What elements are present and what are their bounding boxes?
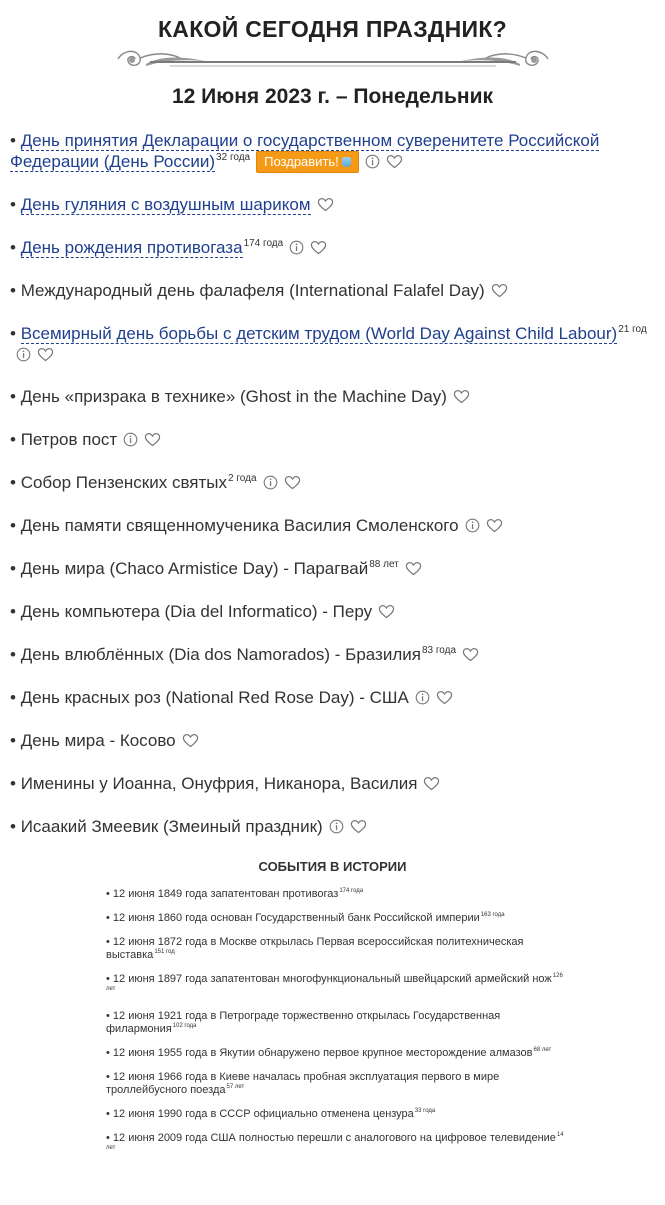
info-icon[interactable]	[123, 432, 138, 447]
bullet: •	[106, 912, 113, 924]
info-icon[interactable]	[415, 690, 430, 705]
bullet: •	[106, 1071, 113, 1083]
bullet: •	[10, 516, 21, 535]
info-icon[interactable]	[16, 347, 31, 362]
history-event-age: 57 лет	[226, 1084, 245, 1090]
bullet: •	[10, 131, 21, 150]
history-event-item	[106, 973, 566, 999]
bullet: •	[106, 1108, 113, 1120]
history-event-item	[106, 912, 566, 925]
holiday-name: День компьютера (Dia del Informatico) - Перу	[20, 602, 373, 621]
holiday-age: 21 год	[618, 324, 647, 335]
holiday-link[interactable]: Всемирный день борьбы с детским трудом (World Day Against Child Labour)	[20, 324, 618, 343]
heart-icon[interactable]	[182, 733, 199, 748]
bullet: •	[106, 973, 113, 985]
info-icon[interactable]	[365, 154, 380, 169]
heart-icon[interactable]	[491, 283, 508, 298]
bullet: •	[10, 688, 21, 707]
holiday-item	[10, 323, 655, 365]
heart-icon[interactable]	[284, 475, 301, 490]
bullet: •	[10, 281, 21, 300]
history-event-item	[106, 1071, 566, 1097]
history-event-text: 12 июня 1872 года в Москве открылась Первая всероссийская политехническая выставка	[106, 936, 524, 961]
holiday-item	[10, 687, 655, 708]
bullet: •	[106, 1010, 113, 1022]
bullet: •	[10, 238, 21, 257]
holiday-name: Собор Пензенских святых	[20, 473, 228, 492]
history-event-item	[106, 936, 566, 962]
info-icon[interactable]	[263, 475, 278, 490]
history-event-age: 151 год	[154, 949, 175, 955]
history-event-item	[106, 1047, 566, 1060]
page-title: КАКОЙ СЕГОДНЯ ПРАЗДНИК?	[157, 16, 508, 42]
history-event-age: 174 года	[339, 888, 364, 894]
holiday-name: День «призрака в технике» (Ghost in the Machine Day)	[20, 387, 447, 406]
history-events	[10, 859, 655, 1158]
history-event-text: 12 июня 1966 года в Киеве началась пробная эксплуатация первого в мире троллейбусного поезда	[106, 1071, 500, 1096]
holiday-name: День памяти священномученика Василия Смоленского	[20, 516, 459, 535]
heart-icon[interactable]	[386, 154, 403, 169]
holiday-item	[10, 558, 655, 579]
history-events-title: СОБЫТИЯ В ИСТОРИИ	[258, 859, 407, 874]
gift-icon	[342, 157, 351, 167]
holiday-name: Международный день фалафеля (International Falafel Day)	[20, 281, 485, 300]
heart-icon[interactable]	[453, 389, 470, 404]
history-event-age: 126 лет	[106, 973, 563, 992]
history-event-text: 12 июня 1849 года запатентован противогаз	[112, 888, 339, 900]
holiday-item	[10, 280, 655, 301]
bullet: •	[10, 324, 21, 343]
history-event-age: 102 года	[172, 1023, 197, 1029]
bullet: •	[10, 602, 21, 621]
holiday-name: День красных роз (National Red Rose Day) - США	[20, 688, 409, 707]
holiday-name: Именины у Иоанна, Онуфрия, Никанора, Василия	[20, 774, 418, 793]
history-event-item	[106, 1132, 566, 1158]
holiday-age: 88 лет	[369, 559, 399, 570]
history-event-age: 14 лет	[106, 1132, 564, 1151]
history-event-age: 163 года	[480, 912, 505, 918]
bullet: •	[10, 387, 21, 406]
holiday-age: 2 года	[228, 473, 257, 484]
holiday-item	[10, 130, 655, 173]
current-date: 12 Июня 2023 г. – Понедельник	[171, 85, 494, 108]
bullet: •	[10, 817, 21, 836]
history-event-age: 33 года	[414, 1108, 436, 1114]
holiday-link[interactable]: День гуляния с воздушным шариком	[20, 195, 311, 214]
holiday-item	[10, 386, 655, 407]
heart-icon[interactable]	[486, 518, 503, 533]
holiday-item	[10, 773, 655, 794]
holiday-name: Петров пост	[20, 430, 118, 449]
history-event-text: 12 июня 2009 года США полностью перешли с аналогового на цифровое телевидение	[112, 1132, 556, 1144]
holiday-item	[10, 730, 655, 751]
history-event-item	[106, 888, 566, 901]
holiday-link[interactable]: День принятия Декларации о государственном суверенитете Российской Федерации (День России)	[10, 131, 600, 171]
holiday-age: 83 года	[421, 645, 457, 656]
holiday-item	[10, 237, 655, 258]
history-event-text: 12 июня 1897 года запатентован многофункциональный швейцарский армейский нож	[112, 973, 552, 985]
heart-icon[interactable]	[405, 561, 422, 576]
bullet: •	[10, 731, 21, 750]
bullet: •	[10, 645, 21, 664]
ornament-divider	[110, 44, 556, 74]
heart-icon[interactable]	[436, 690, 453, 705]
history-event-text: 12 июня 1990 года в СССР официально отменена цензура	[112, 1108, 414, 1120]
congratulate-label: Поздравить!	[264, 154, 339, 169]
holiday-item	[10, 472, 655, 493]
holiday-item	[10, 816, 655, 837]
holiday-item	[10, 515, 655, 536]
heart-icon[interactable]	[378, 604, 395, 619]
holiday-age: 174 года	[243, 238, 284, 249]
holiday-item	[10, 194, 655, 215]
heart-icon[interactable]	[310, 240, 327, 255]
history-events-list	[10, 888, 566, 1158]
history-event-text: 12 июня 1921 года в Петрограде торжественно открылась Государственная филармония	[106, 1010, 501, 1035]
holiday-item	[10, 601, 655, 622]
bullet: •	[10, 774, 21, 793]
history-event-item	[106, 1108, 566, 1121]
holiday-name: День влюблённых (Dia dos Namorados) - Бразилия	[20, 645, 421, 664]
history-event-text: 12 июня 1860 года основан Государственный банк Российской империи	[112, 912, 480, 924]
bullet: •	[10, 473, 21, 492]
bullet: •	[10, 430, 21, 449]
header	[10, 0, 655, 110]
heart-icon[interactable]	[350, 819, 367, 834]
info-icon[interactable]	[329, 819, 344, 834]
holiday-name: День мира (Chaco Armistice Day) - Парагвай	[20, 559, 369, 578]
heart-icon[interactable]	[423, 776, 440, 791]
holiday-list	[10, 130, 655, 837]
bullet: •	[106, 1047, 113, 1059]
holiday-name: День мира - Косово	[20, 731, 176, 750]
history-event-age: 68 лет	[533, 1047, 552, 1053]
heart-icon[interactable]	[37, 347, 54, 362]
holiday-link[interactable]: День рождения противогаза	[20, 238, 243, 257]
bullet: •	[106, 936, 113, 948]
bullet: •	[106, 888, 113, 900]
info-icon[interactable]	[289, 240, 304, 255]
holiday-item	[10, 429, 655, 450]
heart-icon[interactable]	[462, 647, 479, 662]
bullet: •	[10, 559, 21, 578]
bullet: •	[106, 1132, 113, 1144]
holiday-age: 32 года	[216, 152, 251, 163]
heart-icon[interactable]	[144, 432, 161, 447]
info-icon[interactable]	[465, 518, 480, 533]
congratulate-button[interactable]	[256, 151, 359, 173]
bullet: •	[10, 195, 21, 214]
history-event-text: 12 июня 1955 года в Якутии обнаружено первое крупное месторождение алмазов	[112, 1047, 533, 1059]
history-event-item	[106, 1010, 566, 1036]
heart-icon[interactable]	[317, 197, 334, 212]
holiday-name: Исаакий Змеевик (Змеиный праздник)	[20, 817, 323, 836]
holiday-item	[10, 644, 655, 665]
